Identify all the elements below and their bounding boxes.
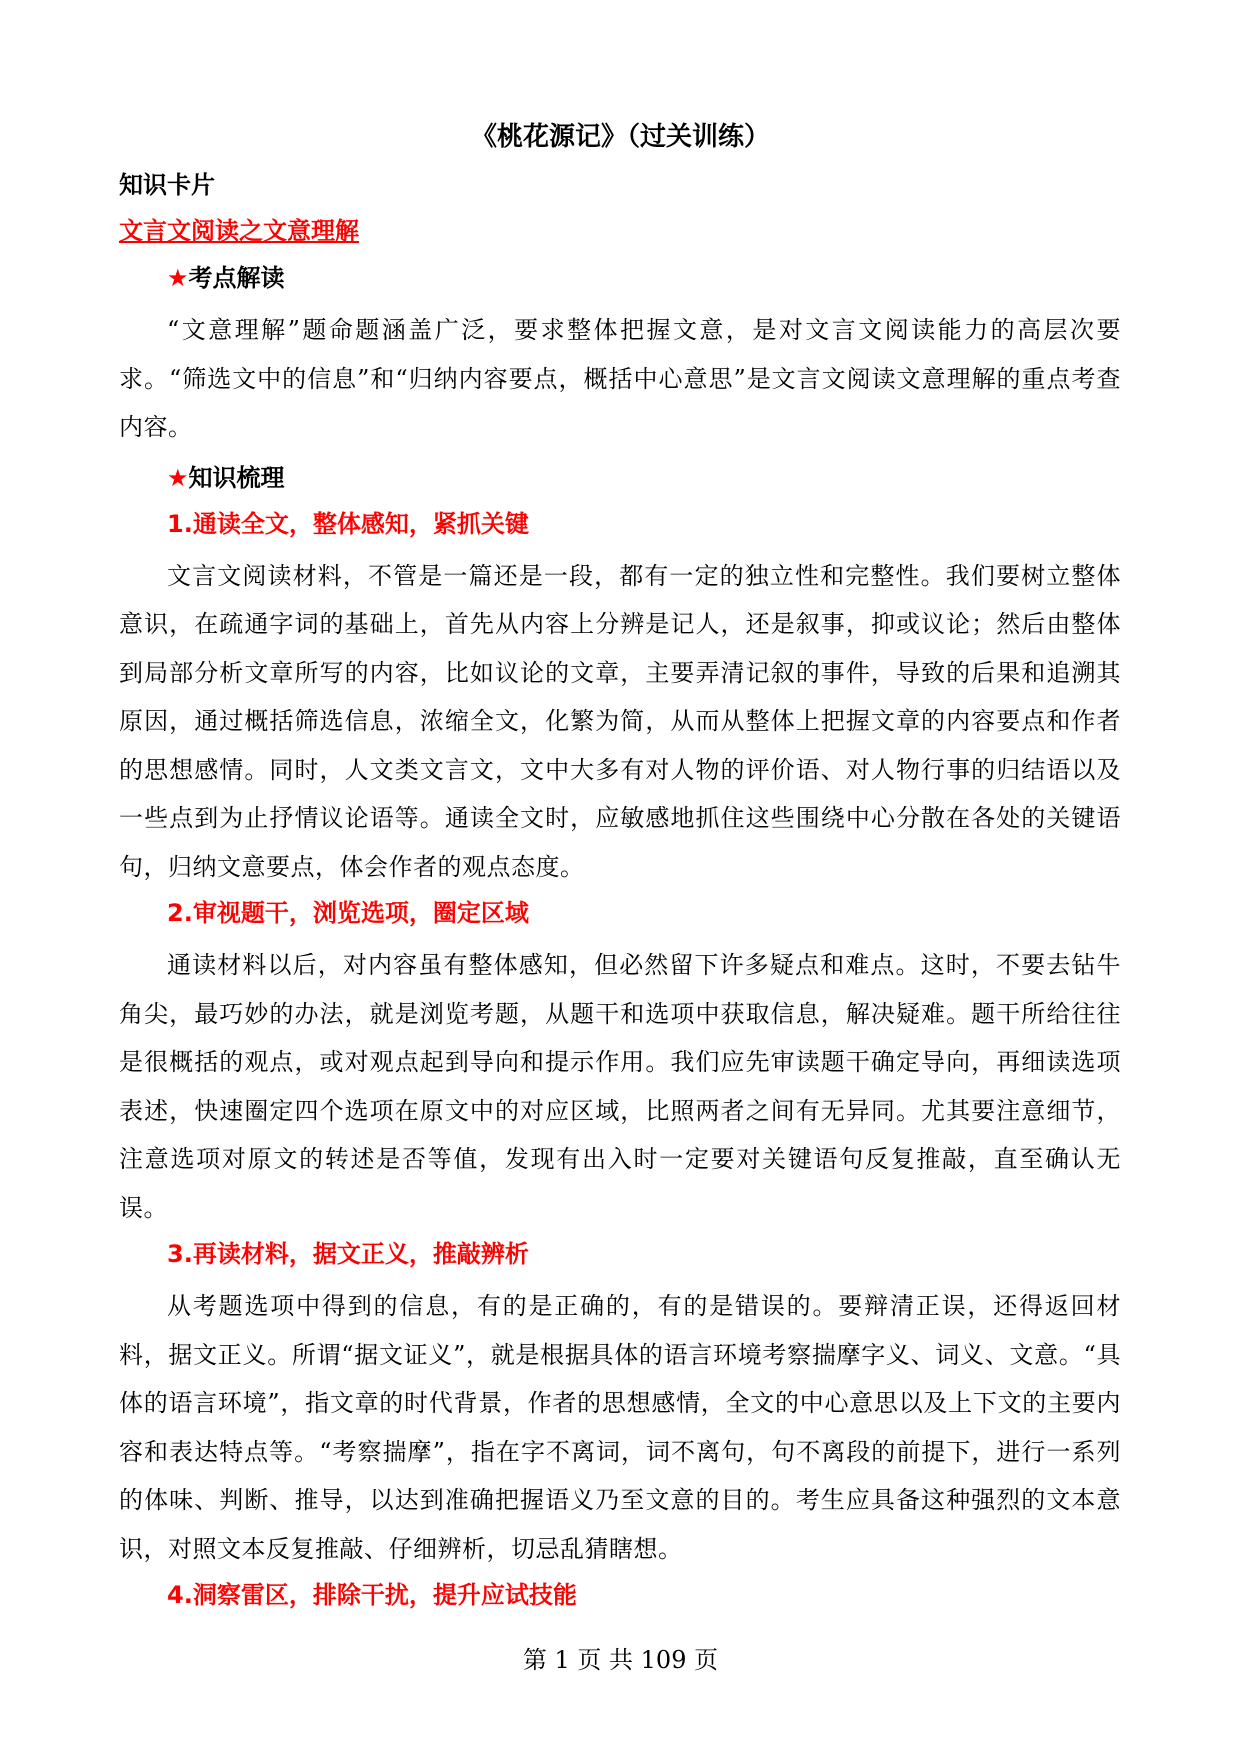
point-3-heading: 3.再读材料，据文正义，推敲辨析 xyxy=(167,1240,529,1268)
analysis-heading xyxy=(119,260,1121,296)
point-1-heading: 1.通读全文，整体感知，紧抓关键 xyxy=(167,509,529,538)
star-icon: ★ xyxy=(167,463,189,492)
analysis-paragraph: “文意理解”题命题涵盖广泛，要求整体把握文意，是对文言文阅读能力的高层次要求。“筛选文中的信息”和“归纳内容要点，概括中心意思”是文言文阅读文意理解的重点考查内容。 xyxy=(119,316,1121,441)
knowledge-heading-label: 知识梳理 xyxy=(188,463,285,492)
document-title: 《桃花源记》（过关训练） xyxy=(470,122,770,152)
point-3-paragraph: 从考题选项中得到的信息，有的是正确的，有的是错误的。要辩清正误，还得返回材料，据文正义。所谓“据文证义”，就是根据具体的语言环境考察揣摩字义、词义、文意。“具体的语言环境”，指文章的时代背景，作者的思想感情，全文的中心意思以及上下文的主要内容和表达特点等。“考察揣摩”，指在字不离词，词不离句，句不离段的前提下，进行一系列的体味、判断、推导，以达到准确把握语义乃至文意的目的。考生应具备这种强烈的文本意识，对照文本反复推敲、仔细辨析，切忌乱猜瞎想。 xyxy=(119,1292,1121,1563)
page-number: 第 1 页 共 109 页 xyxy=(522,1646,719,1674)
document-body xyxy=(119,168,1121,1623)
star-icon: ★ xyxy=(167,264,189,292)
point-1-paragraph: 文言文阅读材料，不管是一篇还是一段，都有一定的独立性和完整性。我们要树立整体意识，在疏通字词的基础上，首先从内容上分辨是记人，还是叙事，抑或议论；然后由整体到局部分析文章所写的内容，比如议论的文章，主要弄清记叙的事件，导致的后果和追溯其原因，通过概括筛选信息，浓缩全文，化繁为简，从而从整体上把握文章的内容要点和作者的思想感情。同时，人文类文言文，文中大多有对人物的评价语、对人物行事的归结语以及一些点到为止抒情议论语等。通读全文时，应敏感地抓住这些围绕中心分散在各处的关键语句，归纳文意要点，体会作者的观点态度。 xyxy=(119,561,1121,881)
point-2-heading: 2.审视题干，浏览选项，圈定区域 xyxy=(167,899,529,927)
point-2-paragraph: 通读材料以后，对内容虽有整体感知，但必然留下许多疑点和难点。这时，不要去钻牛角尖，最巧妙的办法，就是浏览考题，从题干和选项中获取信息，解决疑难。题干所给往往是很概括的观点，或对观点起到导向和提示作用。我们应先审读题干确定导向，再细读选项表述，快速圈定四个选项在原文中的对应区域，比照两者之间有无异同。尤其要注意细节，注意选项对原文的转述是否等值，发现有出入时一定要对关键语句反复推敲，直至确认无误。 xyxy=(119,951,1121,1222)
point-4-heading: 4.洞察雷区，排除干扰，提升应试技能 xyxy=(167,1581,577,1609)
section-label: 知识卡片 xyxy=(119,171,215,199)
knowledge-heading xyxy=(119,460,1121,496)
analysis-heading-label: 考点解读 xyxy=(188,264,285,292)
topic-heading: 文言文阅读之文意理解 xyxy=(119,217,359,245)
